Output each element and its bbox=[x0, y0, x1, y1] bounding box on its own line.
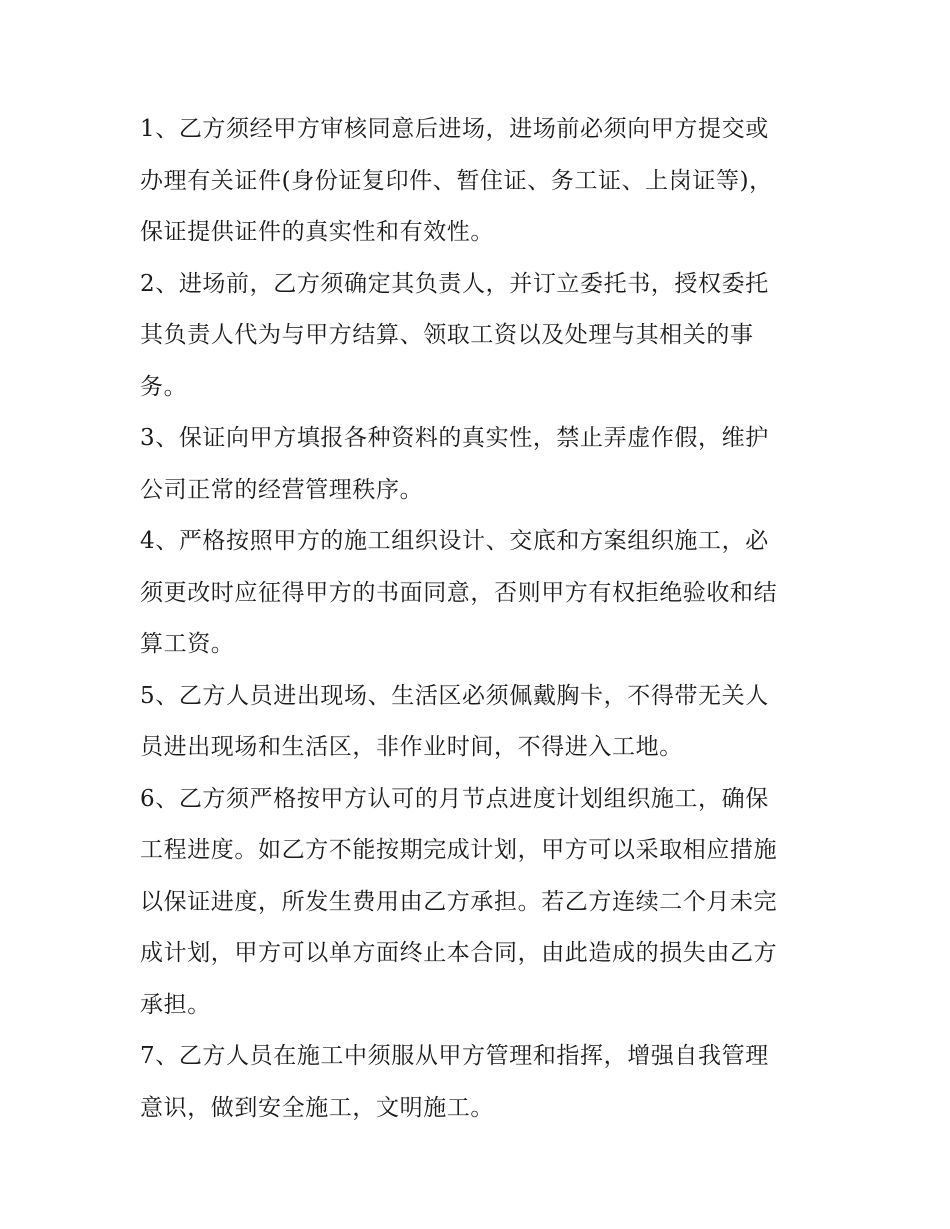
clause-line: 其负责人代为与甲方结算、领取工资以及处理与其相关的事 bbox=[140, 322, 754, 348]
document-body bbox=[140, 104, 840, 1134]
clause-3 bbox=[140, 413, 840, 516]
clause-line: 意识，做到安全施工，文明施工。 bbox=[140, 1094, 494, 1121]
clause-line: 工程进度。如乙方不能按期完成计划，甲方可以采取相应措施 bbox=[140, 837, 778, 863]
clause-1 bbox=[140, 104, 840, 259]
clause-line: 保证提供证件的真实性和有效性。 bbox=[140, 219, 494, 245]
clause-line: 1、乙方须经甲方审核同意后进场，进场前必须向甲方提交或 bbox=[140, 116, 769, 142]
clause-6 bbox=[140, 774, 840, 1032]
clause-line: 6、乙方须严格按甲方认可的月节点进度计划组织施工，确保 bbox=[140, 785, 769, 812]
clause-line: 承担。 bbox=[140, 991, 211, 1018]
clause-7 bbox=[140, 1031, 840, 1134]
clause-line: 须更改时应征得甲方的书面同意，否则甲方有权拒绝验收和结 bbox=[140, 579, 778, 606]
clause-line: 公司正常的经营管理秩序。 bbox=[140, 476, 424, 503]
clause-line: 3、保证向甲方填报各种资料的真实性，禁止弄虚作假，维护 bbox=[140, 425, 769, 451]
clause-line: 4、严格按照甲方的施工组织设计、交底和方案组织施工，必 bbox=[140, 528, 769, 554]
clause-line: 5、乙方人员进出现场、生活区必须佩戴胸卡，不得带无关人 bbox=[140, 682, 769, 709]
clause-line: 以保证进度，所发生费用由乙方承担。若乙方连续二个月未完 bbox=[140, 888, 778, 915]
clause-line: 办理有关证件(身份证复印件、暂住证、务工证、上岗证等)， bbox=[140, 167, 773, 194]
clause-4 bbox=[140, 516, 840, 671]
clause-line: 2、进场前，乙方须确定其负责人，并订立委托书，授权委托 bbox=[140, 270, 769, 297]
clause-5 bbox=[140, 671, 840, 774]
clause-line: 算工资。 bbox=[140, 631, 235, 657]
clause-line: 员进出现场和生活区，非作业时间，不得进入工地。 bbox=[140, 734, 683, 760]
clause-line: 7、乙方人员在施工中须服从甲方管理和指挥，增强自我管理 bbox=[140, 1043, 769, 1069]
clause-2 bbox=[140, 259, 840, 414]
clause-line: 成计划，甲方可以单方面终止本合同，由此造成的损失由乙方 bbox=[140, 940, 778, 966]
clause-line: 务。 bbox=[140, 373, 188, 400]
